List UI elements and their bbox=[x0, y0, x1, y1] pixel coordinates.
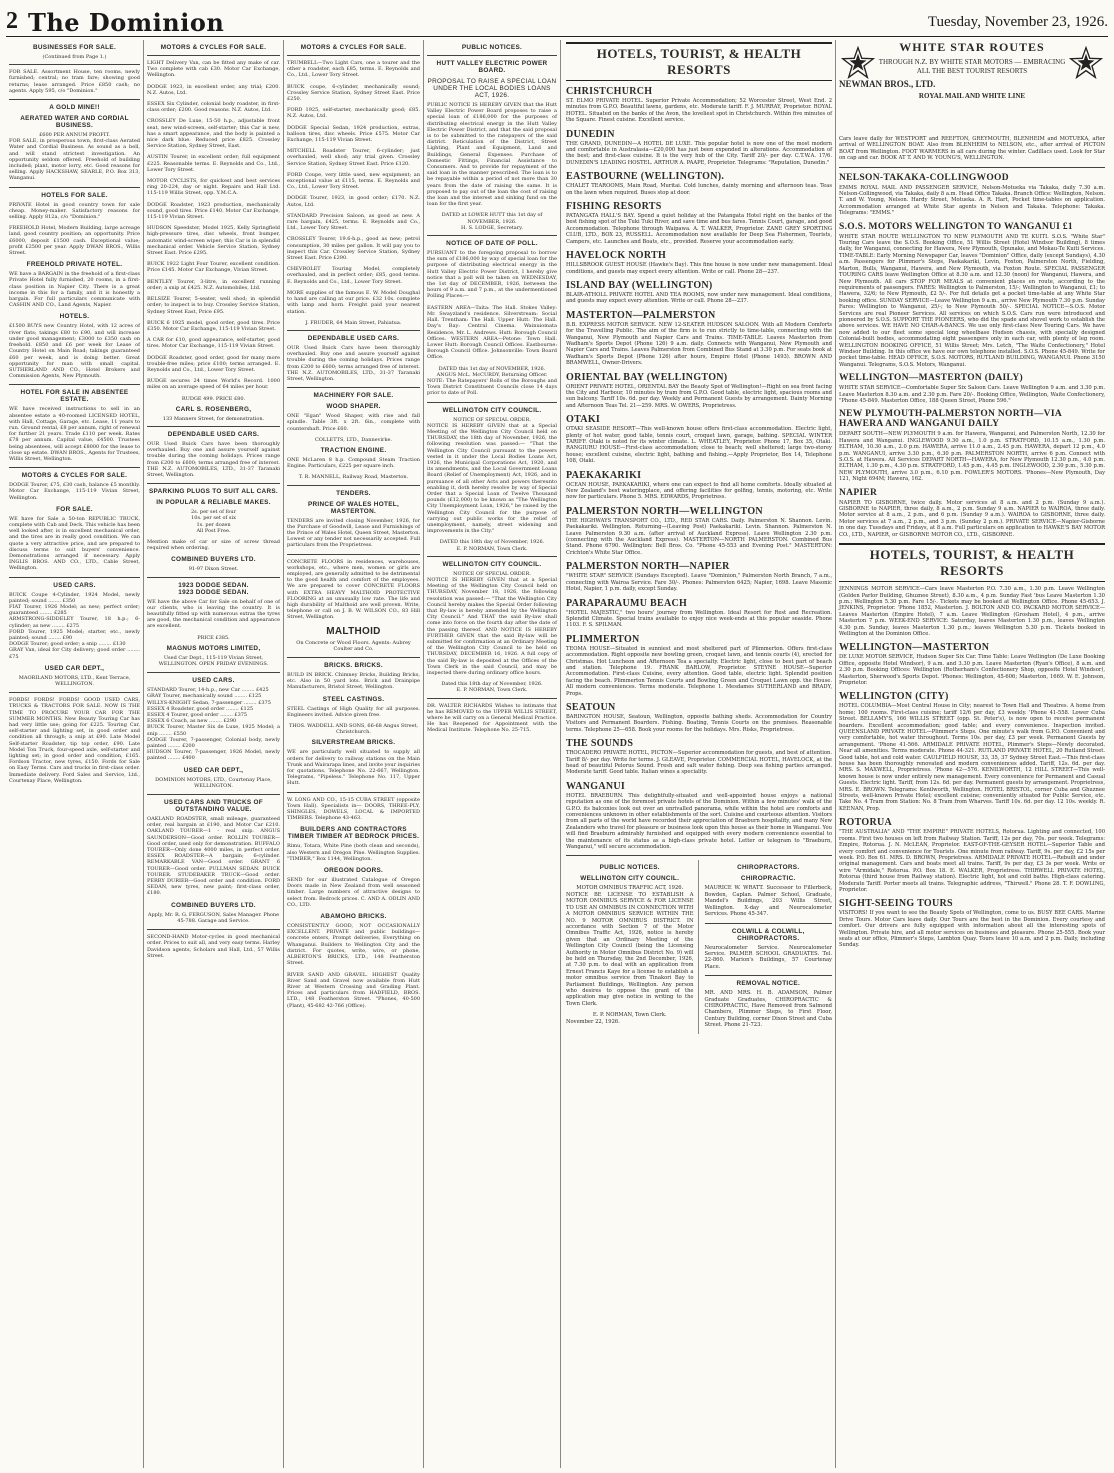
classified-ad: FREEHOLD Hotel, Modern Building, large acreage land, good country position; an opportunity. Price £6000, deposit £1500 cash. Exceptional value; profit £2500 per year. Apply DWAN BROS., Willis Street. bbox=[9, 225, 140, 257]
white-star-title: WHITE STAR ROUTES bbox=[899, 40, 1045, 54]
notice-date: Dated this 18th day of November, 1926. bbox=[441, 681, 543, 688]
classified-ad: HUDSON Speedster, Model 1925, Kelly Springfield high-pressure tires, disc wheels, front bumper, automatic wind-screen wiper; this Car is in splendid mechanical order. Vehicle Service Station, Sydney Street East. Price £295. bbox=[147, 225, 280, 257]
ad-address: 91-97 Dixon Street. bbox=[188, 566, 239, 573]
ad-title: OREGON DOORS. bbox=[323, 867, 384, 875]
listing-text: "HOTEL MAJESTIC," two hours' journey from Wellington. Ideal Resort for Rest and Recreation. Splendid Climate. Special trains available to enjoy nice week-ends at this popular seaside. Phone 1103. F. S. SPILMAN. bbox=[566, 609, 832, 629]
divider bbox=[287, 330, 420, 331]
ad-title: REMOVAL NOTICE. bbox=[736, 980, 801, 988]
notice-date: DATED this 18th day of November, 1926. bbox=[439, 539, 545, 546]
ad-title: HUTT VALLEY ELECTRIC POWER BOARD. bbox=[436, 60, 548, 74]
classified-ad: ESSEX Six Cylinder, colonial body roadster, in first-class order; £200. Good reasons. N.Z. Autos, Ltd. bbox=[147, 101, 280, 114]
divider bbox=[427, 402, 557, 403]
ad-title: PRINCE OF WALES HOTEL, MASTERTON. bbox=[307, 500, 400, 515]
divider bbox=[147, 426, 280, 427]
bottom-notices bbox=[566, 860, 832, 1033]
listing-text: ST. ELMO PRIVATE HOTEL. Superior Private Accommodation; 52 Worcester Street, West End. 2 minutes from G.P.O. Beautiful lawns, gardens, etc. Moderate tariff. F. J. MURRAY, Proprietor. ROYAL HOTEL. Situated on the banks of the Avon, the loveliest spot in Christchurch. Within five minutes of the Square. Finest cuisine. Excellent service. bbox=[566, 98, 832, 124]
ad-title: WOOD SHAPER. bbox=[326, 403, 381, 411]
classified-ad: MITCHELL Roadster Tourer, 6-cylinder; just overhauled, well shod; any trial given. Crossley Service Station, Sydney Street East. Price £120. bbox=[287, 148, 420, 167]
classified-ad: WE have received instructions to sell in an absentee estate a 40-roomed LICENSED HOTEL, with Hall, Cottage, Garage, etc. Lease, 11 years to run. Ground rental, £8 per annum, right of renewal for further 21 years. Trade £110 per week. Rates £78 per annum. Capital value, £4500. Trustees being absentees, will accept £8000 for the lease to close up estate. DWAN BROS., Agents for Trustees, Willis Street, Wellington. bbox=[9, 406, 140, 462]
classified-ad: MAORILAND MOTORS, LTD., Kent Terrace, WELLINGTON. bbox=[18, 674, 131, 688]
section-heading: PUBLIC NOTICES. bbox=[461, 44, 523, 51]
classified-ad: OAKLAND ROADSTER, small mileage, guaranteed order, real bargain at £190, and Motor Car £210. OAKLAND TOURER—1 - real snip. ANGUS SAUNDERSON—Good order. ROLLIN TOURER—Good order, used only for demonstration. BUFFALO TOURER—Only done 4000 miles, in perfect order. ESSEX ROADSTER—A bargain; 6-cylinder. REMARKABLE VAN—Good order. GRANT 6 TOURER—Good order. PULLMAN SEDAN. BUICK TOURER. STUDEBAKER TRUCK—Good order. PERRY DURIER—Good order and condition. FORD SEDAN, new tyres, new paint; first-class order, £180. bbox=[147, 816, 280, 897]
divider bbox=[147, 672, 280, 673]
section-heading: PUBLIC NOTICES. bbox=[599, 864, 660, 872]
listing-heading: WELLINGTON (CITY) bbox=[839, 691, 949, 703]
ad-subtitle: IN POPULAR & RELIABLE MAKES. bbox=[156, 499, 271, 507]
classified-ad: DODGE Tourer, £75, £30 cash, balance £5 monthly. Motor Car Exchange, 115-119 Vivian Street, Wellington. bbox=[9, 482, 140, 501]
classified-ad: DODGE Roadster, 1923 production, mechanically sound, good tires. Price £140. Motor Car Exchange, 115-119 Vivian Street. bbox=[147, 201, 280, 221]
public-notice: PURSUANT to the foregoing proposal to borrow the sum of £186,000 by way of special loan for the purpose of distributing electrical energy in the Hutt Valley Electric Power District, I hereby give notice that a poll will be taken on WEDNESDAY, the 1st day of DECEMBER, 1926, between the hours of 9 a.m. and 7 p.m., at the undermentioned Polling Places:— bbox=[427, 250, 557, 300]
ad-title: HOTELS. bbox=[59, 313, 90, 321]
section-heading: HOTELS FOR SALE. bbox=[41, 191, 108, 199]
classified-ad: MR. AND MRS. H. B. ADAMSON, Palmer Graduate Graduates, CHIROPRACTIC & CHIROPRACTIC, Have Removed from Salmond Chambers, Plimmer Steps, to First Floor, Century Building, corner Dixon Street and Cuba Street. Phone 21-723. bbox=[704, 990, 832, 1029]
divider bbox=[427, 698, 557, 699]
listing-text: TEOMA HOUSE—Situated in sunniest and most sheltered part of Plimmerton. Offers first-class accommodation. Right opposite new bowling green, croquet lawn, and tennis courts (4), erected for Christmas. Hot Luncheon and Afternoon Tea a specialty. Electric light, close to best part of beach and station. Telephone 19. FRANK BARLOW, Proprietor. STEYNE HOUSE—Superior Accommodation. First-class Cuisine, every attention. Good table, electric light. Splendid position facing the beach. Plimmerton Tennis Courts and Bowling Green and Croquet Lawn opp. the House. All modern conveniences. Terms moderate. Telephone 1. Mesdames SUTHERLAND and BRADY, Props. bbox=[566, 645, 832, 697]
classified-ad: CROSSLEY De Luxe, 15-50 h.p., adjustable front seat, new wind-screen, self-starter; this Car is new, has a smart appearance, and the body is painted a nice dark blue. Reduced price £825. Crossley Service Station, Sydney Street, East. bbox=[147, 118, 280, 150]
ad-amount: £600 PER ANNUM PROFIT. bbox=[39, 132, 110, 139]
section-heading: DEPENDABLE USED CARS. bbox=[167, 430, 260, 438]
masthead bbox=[6, 8, 1108, 37]
listing-text: DEPART SOUTH—NEW PLYMOUTH 9 a.m. for Hawera, Wanganui, and Palmerston North, 12.30 for Hawera and Wanganui. INGLEWOOD 9.30 a.m., 1.0 p.m. STRATFORD, 10.15 a.m., 1.30 p.m. ELTHAM, 10.30 a.m., 2.0 p.m. HAWERA, arrive 11.0 a.m., 2.45 p.m. HAWERA, depart 12 p.m., 4.0 p.m. WANGANUI, arrive 3.30 p.m., 6.30 p.m. PALMERSTON NORTH, arrive 6 p.m. Connect with S.O.S. at Hawera. All Services DEPART NORTH—HAWERA, for New Plymouth 12.30 p.m., 4.0 p.m. ELTHAM, 1.30 p.m., 4.30 p.m. STRATFORD, 1.45 p.m., 4.45 p.m. INGLEWOOD, 2.30 p.m., 5.30 p.m. NEW PLYMOUTH, arrive 3.0 p.m., 6.10 p.m. FOWLER'S MOTORS. 'Phones—New Plymouth, Day 121, Night 694M; Hawera, 162. bbox=[839, 431, 1105, 483]
classified-ad: STANDARD Precision Saloon, as good as new. A rare bargain, £425, terms. E. Reynolds and Co., Ltd., Lower Tory Street. bbox=[287, 212, 420, 232]
classified-ad: CONSISTENTLY GOOD, NOT OCCASIONALLY EXCELLENT. PRIVATE and public buildings—concrete enters, Prompt deliveries, Everything on Whanganui. Builders to Wellington City and the district. For quotes, write, wire, or phone, ALBERTON'S BRICKS, LTD., 148 Featherston Street. bbox=[287, 923, 420, 967]
divider bbox=[9, 577, 140, 578]
ad-title: TRACTION ENGINE. bbox=[320, 446, 387, 454]
ad-title: FREEHOLD PRIVATE HOTEL. bbox=[26, 261, 123, 269]
classified-ad: FORDS! FORDS! FORDS! GOOD USED CARS, TRUCKS & TRACTORS FOR SALE. NOW IS THE TIME TO PROCURE YOUR CAR FOR THE SUMMER MONTHS. New Beauty Touring Car has had very little use; going for £225. Touring Car, self-starter and lighting set, in good order and condition all through; a snip at £90. Late Model Self-starter Roadster, tip top order, £90. Late Model Ton Truck, four-speed axle, self-starter and lighting set; in good order and condition, £165. Fordson Tractor, new tyres, £150. Fords for Sale on Easy Terms. Cars and trucks in first-class order. Immediate delivery. Ford Sales and Service, Ltd., Courtenay Place, Wellington. bbox=[9, 697, 140, 784]
resort-listings bbox=[839, 586, 1105, 949]
classified-ad: Mention make of car or size of screw thread required when ordering. bbox=[147, 538, 280, 552]
listing-heading: WELLINGTON—MASTERTON bbox=[839, 642, 990, 654]
classified-ad: Neurocalometer Service. Neurocalometer Service. PALMER SCHOOL GRADUATES. Tel. 22-860. Marion's Buildings, 57 Courtenay Place. bbox=[704, 944, 832, 970]
white-star-header bbox=[839, 40, 1105, 132]
classified-ad: Rimu, Totara, White Pine (both clean and seconds), also Western and Oregon Pine. Wellington Supplies. "TIMBER," Box 1144, Wellington. bbox=[287, 843, 420, 862]
ad-title: CARL S. ROSENBERG, bbox=[175, 405, 252, 413]
classified-ad: ONE McLaren 8 h.p. Compound Steam Traction Engine. Particulars, £225 per square inch. bbox=[287, 456, 420, 470]
listing-text: EMMS ROYAL MAIL AND PASSENGER SERVICE, Nelson-Motueka via Takaka, daily 7.30 a.m. Nelson-Collingwood, via Takaka, daily 8 a.m. Head Office Takaka. Branch Office: Wellington, Nelson. T. and W. Young, Nelson. Hardy Street, Motueka. A. R. Hart, Pocket time-tables on application. Accommodation arranged at White Star agents in Nelson and Takaka. Telephone: Takaka. Telegrams: "EMMS." bbox=[839, 184, 1105, 217]
section-heading: MOTORS & CYCLES FOR SALE. bbox=[21, 472, 128, 480]
classified-ad: CONCRETE FLOORS in residences, warehouses, workshops, etc., where men, women or girls are employed, are generally admitted to be detrimental to the good health and comfort of the employees. We are prepared to cover CONCRETE FLOORS with EXTRA HEAVY MALTHOID PROTECTIVE FLOORING at an unusually low rate. The life and high durability of Malthoid are well proven. Write, telephone or call on J. B. W. WILSON CO., 83 Hill Street, Wellington. bbox=[287, 558, 420, 621]
classified-ad: LIGHT Delivery Van, can be fitted any make of car. Two complete with cab £30. Motor Car Exchange, Wellington. bbox=[147, 60, 280, 79]
classified-ad: MAURICE W. WRATT. Successor to Fillerbeck, Bowden, Caplan. Palmer School, Graduate, Mandel's Buildings, 203 Willis Street, Wellington. X-day and Neurocalometer Services. Phone 45-347. bbox=[704, 885, 832, 918]
classified-ad: MOTOR CYCLISTS, for quickest and best services ring 20-224, day or night. Repairs and Hall Ltd. 115-119 Willis Street, opp. Y.M.C.A. bbox=[147, 178, 280, 197]
listing-text: NAPIER TO GISBORNE, twice daily. Motor services at 8 a.m. and 2 p.m. (Sunday 9 a.m.). GISBORNE to NAPIER, three daily, 8 a.m., 2 p.m. Sunday 9 a.m. NAPIER to WAIROA, three daily. Motor service at 8 a.m., 2 p.m., and 6 p.m. (Sunday 9 a.m.). WAIROA to GISBORNE, three daily. Motor services at 7 a.m., 2 p.m., and 3 p.m. (Sunday 2 p.m.). PRIVATE SERVICE—Napier-Gisborne in one day. Tuesdays and Fridays, at 8 a.m. Full particulars on application to HAWKE'S BAY MOTOR CO., LTD., NAPIER, or GISBORNE MOTOR CO., LTD., GISBORNE. bbox=[839, 499, 1105, 538]
section-heading: MOTORS & CYCLES FOR SALE. bbox=[300, 44, 407, 51]
notice-signature: ANGUS McL. McCURDY, Returning Officer. bbox=[436, 371, 548, 378]
column-businesses-for-sale bbox=[6, 40, 144, 1468]
issue-date: Tuesday, November 23, 1926. bbox=[927, 14, 1108, 30]
ad-title: SILVERSTREAM BRICKS. bbox=[311, 739, 396, 747]
listing-heading: DUNEDIN bbox=[566, 128, 615, 140]
listing-heading: PAEKAKARIKI bbox=[566, 469, 642, 481]
ad-title: USED CAR DEPT., bbox=[183, 766, 244, 774]
listing-text: THE HIGHWAYS TRANSPORT CO., LTD., RED STAR CARS. Daily. Palmerston N. Shannon. Levin. Paekakariki. Wellington. Returning—(Leaving Post) Paekakariki. Levin. Shannon. Palmerston N. Leave Palmerston 9.30 a.m. (after arrival of Auckland Express). Leave Wellington 2.30 p.m. (connecting with the Auckland Express). MASTERTON—NORTH PALMERSTON. Combined Bus Stand. Phone 6790. Wellington: Bell Bros. Co. "Phone 45-553 and Evening Post." MASTERTON: Crichton's White Star Office. bbox=[566, 517, 832, 556]
classified-ad: CROSSLEY Tourer, 19.6-h.p., good as new; petrol consumption, 30 miles per gallon. It will pay you to inspect this Car. Crossley Service Station, Sydney Street East. Price £290. bbox=[287, 236, 420, 262]
listing-heading: WELLINGTON—MASTERTON (DAILY) bbox=[839, 373, 1023, 384]
listing-text: HOTEL COLUMBIA—Most Central House in City; nearest to Town Hall and Theatres. A home from home; 100 rooms. First-class cuisine; tariff 12/6 per day, £3 weekly. 'Phone 41-558. Lower Cuba Street. BELLAMY'S, 166 WILLIS STREET (opp. St. Peter's), is now open to receive permanent boarders. Excellent accommodation; good table; and every convenience. Inspection invited. QUEENSLAND PRIVATE HOTEL—Plimmer's Steps. One minute's walk from G.P.O. Convenient and very comfortable, hot water throughout. Terms 10s. per day, £3 per week. Permanent Guests by arrangement. 'Phone 41-566. ARMIDALE PRIVATE HOTEL, Plimmer's Steps—Newly decorated. Near all amenities. Terms moderate. Phone 44-321. RUTLAND PRIVATE HOTEL, 20 Rutland Street. Good table, hot and cold water. CAULFIELD HOUSE, 33, 35, 37 Sydney Street East.—This first-class house has been thoroughly renovated and modern conveniences added. Tariff, 12s. 6d. per day. MRS. S. MAXWELL, Proprietress. 'Phone 42—576. KENILWORTH, 12 HILL STREET—This well-known house is now under entirely new management. Every convenience for Permanent and Casual Guests. Electric light. Tariff, from 12s. 6d. per day. Permanent guests by arrangement. Proprietress, MRS. E. BROWN. Telegrams: Kenilworth, Wellington. HOTEL BRISTOL, corner Cuba and Ghuznee Streets, well-known Private Hotel; excellent cuisine; conveniently situated for Public Service, etc. Take No. 4 Tram from Station: No. 8 Tram from Wharves. Tariff 10s. 6d. per day. 12 10s. weekly. R. KEENAN, Prop. bbox=[839, 703, 1105, 812]
section-heading: BUSINESSES FOR SALE. bbox=[32, 44, 117, 51]
continued-note: (Continued from Page 1.) bbox=[42, 54, 107, 60]
public-notices-box bbox=[566, 860, 699, 1033]
classified-ad: AUSTIN Tourer, in excellent order; full equipment £225. Reasonable terms. E. Reynolds and Co., Ltd., Lower Tory Street. bbox=[147, 154, 280, 173]
listing-heading: S.O.S. MOTORS WELLINGTON TO WANGANUI £1 bbox=[839, 221, 1073, 232]
ad-title: ABAMOHO BRICKS. bbox=[320, 913, 387, 921]
ad-address: 133 Manners Street, for demonstration. bbox=[162, 415, 265, 422]
section-heading: USED CARS. bbox=[192, 677, 235, 685]
section-heading: USED CARS. bbox=[53, 581, 96, 589]
divider bbox=[705, 923, 833, 924]
classified-ad: BUICK Coupe 4-Cylinder, 1924 Model, newly painted; sound ........ £350 FIAT Tourer, 1926 Model; as new; perfect order; guaranteed ........ £285 ARMSTRONG-SIDDELEY Tourer, 18 h.p.; 6-cylinder; as new ........ £275 FORD Tourer, 1925 Model; starter, etc., newly painted; sound ........ £90 DODGE Tourer; good order; a snip ........ £130 GRAY Van, ideal for City delivery; good order ........ £75 bbox=[9, 591, 140, 660]
divider bbox=[427, 556, 557, 557]
listing-text: HILLSBROOK GUEST HOUSE (Hawke's Bay). This fine house is now under new management. Ideal conditions, and guests may expect every attention. Write or call. Phone 28—237. bbox=[566, 262, 832, 275]
section-banner: HOTELS, TOURIST, & HEALTH RESORTS bbox=[566, 42, 832, 81]
ad-subtitle: MOTOR OMNIBUS TRAFFIC ACT, 1926. bbox=[576, 885, 684, 892]
price-list: STANDARD Tourer, 14-h.p., new Car ........ £425 GRAY Tourer, mechanically sound ........ £125 WILLYS-KNIGHT Sedan, 7-passenger ........ £375 ESSEX 4 Roadster, good order ........ £125 ESSEX 4 Tourer, good order ........ £375 ESSEX 6 Coach, as new ........ £290 BUICK Tourer, Master Six de Luxe, 1925 Model; a snip ........ £550 DODGE Tourer, 7-passenger, Colonial body, newly painted ........ £200 HUDSON Tourer, 7-passenger, 1926 Model, newly painted ........ £400 bbox=[147, 687, 280, 762]
ad-title: BUILDERS AND CONTRACTORS TIMBER TIMBER AT BEDROCK PRICES. bbox=[287, 826, 420, 841]
listing-heading: PALMERSTON NORTH—NAPIER bbox=[566, 561, 730, 573]
notice-date: DATED at LOWER HUTT this 1st day of NOVEMBER, 1926. bbox=[441, 212, 543, 225]
classified-ad: SEND for our illustrated Catalogue of Oregon Doors made in New Zealand from well seasoned timber. Large numbers of attractive designs to select from. Bedrock prices. C. AND A. ODLIN AND CO., LTD. bbox=[287, 877, 420, 908]
section-heading: MOTORS & CYCLES FOR SALE. bbox=[160, 44, 267, 51]
ad-title: CHIROPRACTIC. bbox=[740, 875, 796, 883]
ad-subtitle: NOTICE OF SPECIAL ORDER. bbox=[453, 570, 531, 577]
listing-text: OCEAN HOUSE, PAEKAKARIKI, where one can expect to find all home comforts. Ideally situated at New Zealand's best wateringplace, and offering facilities for golfing, tennis, motoring, etc. Write now for particulars. Phone 5. MRS. EDWARDS, Proprietress. bbox=[566, 481, 832, 501]
divider bbox=[147, 929, 280, 930]
divider bbox=[9, 99, 140, 100]
ad-price: PRICE £385. bbox=[197, 634, 230, 641]
ad-title: A GOLD MINE!! bbox=[49, 104, 100, 112]
listing-text: WHITE STAR ROUTE WELLINGTON TO NEW PLYMOUTH AND TE KUITI. S.O.S. "White Star" Touring Cars leave the S.O.S. Booking Office, 51 Willis Street (Hotel Windsor Building), 8 times daily, for Wanganui, connecting for Hawera, New Plymouth, Opunake, and Mokau-Te Kuiti Services. TIME-TABLE: Early Morning Newspaper Car, leaves "Dominion" Office, daily (except Sundays), 4.30 a.m. Passengers for Plimmer's Steps, Paekakariki, Levin, Foxton, Palmerston North, Fielding, Marton, Bulls, Wanganui, Hawera, and New Plymouth, via Foxton Route. SPECIAL PASSENGER TOURING CARS leave Wellington Office at 8.30 a.m. and 12.30 (noon) for Wanganui, Hawera, and New Plymouth. All cars STOP FOR MEALS at convenient places en route, according to the requirements of passengers. FARES: Wellington to Palmerston, 15/-; Wellington to Wanganui, £1; to Hawera, 32/6; to New Plymouth, £2 5/-. For full details get a pocket time-table at any White Star booking office. SUNDAY SERVICE—Leave Wellington 9 a.m., arrive New Plymouth 7.30 p.m. Sunday Fares: Wellington to Wanganui, 25/-; to New Plymouth 50/-. SPECIAL NOTICE—S.O.S. Motor Services are real Pioneer Services. All services on which S.O.S. Cars run were introduced and pioneered by S.O.S. SUPPORT THE PIONEERS, who did the spade and shovel work to establish the above services. WE HAVE NO CHAR-A-BANCS. We use only first-class New Touring Cars. We have now added to our fleet some special long wheelbase Hudson chassis, with specially designed Colonial-built bodies, accommodating eight passengers only in each car, with plenty of leg room. WELLINGTON BOOKING OFFICE, 51 Willis Street; Mrs. Letch, "The Waite Confectionery," Hotel Windsor Building. In this office we have our own telephone installed. S.O.S. Phone 45-849. Write for pocket time-table. HEAD OFFICE, S.O.S. MOTORS, RUTLAND BUILDING, WANGANUI. Phone 3150 Wanganui. Telegrams, S.O.S. Motors, Wanganui. bbox=[839, 233, 1105, 368]
public-notice: DR. WALTER RICHARDS Wishes to intimate that he has REMOVED to the UPPER WILLIS STREET, where he will carry on a General Medical Practice. He has Reopened for Appointment with the Medical Institute. Telephone No. 25-715. bbox=[427, 702, 557, 734]
listing-text: ORIENT PRIVATE HOTEL, ORIENTAL BAY the Beauty Spot of Wellington!—Right on sea front facing the City and Harbour, 10 minutes by tram from G.P.O. Good table, electric light, spacious rooms and sun balcony. Tariff 10s. 6d. per day. Weekly and Permanent Guests by arrangement. Dainty Morning and Afternoon Teas Tel. 21—259. MRS. W. OWERS, Proprietress. bbox=[566, 383, 832, 409]
ad-signature: THOS. WADDELL AND SONS, 66-68 Angus Street, Christchurch. bbox=[288, 723, 419, 736]
classified-ad: DOMINION MOTORS, LTD., Courtenay Place, WELLINGTON. bbox=[155, 776, 272, 789]
classified-ad: A CAR for £10, good appearance, self-starter, good tires. Motor Car Exchange, 115-119 Vivian Street. bbox=[147, 337, 280, 350]
listing-heading: PARAPARAUMU BEACH bbox=[566, 597, 688, 609]
classified-ad: OUR Used Buick Cars have been thoroughly overhauled. Buy one and assure yourself against trouble during the coming holidays. Prices range from £200 to £600; terms arranged free of interest. THE N.Z. AUTOMOBILES, LTD., 31-37 Taranaki Street, Wellington. bbox=[147, 440, 280, 478]
classified-ad: DODGE Tourer, 1923, in good order; £170. N.Z. Autos, Ltd. bbox=[287, 195, 420, 208]
divider bbox=[287, 55, 420, 56]
divider bbox=[147, 577, 280, 578]
public-notice: PUBLIC NOTICE IS HEREBY GIVEN that the Hutt Valley Electric Power Board proposes to raise a special loan of £186,000 for the purposes of distributing electrical energy in the Hutt Valley Electric Power District, and that the said proposal is to be submitted to the ratepayers of the said district. Reticulation of the District, Street Lighting, Plant and Equipment, Land and Buildings, General Expenses. Purchase of Domestic Fittings, Financial Assistance to Consumers. And to provide for repayment of the said loan in the manner prescribed. The loan is to be repayable within a period of not more than 30 years from the date of raising the same. It is proposed to pay out of the loan the cost of raising the loan and the interest and sinking fund on the loan for the first year. bbox=[427, 102, 557, 208]
classified-ad: BENTLEY Tourer, 3-litre, in excellent running order; a snip at £425. N.Z. Automobiles, Ltd. bbox=[147, 278, 280, 291]
divider bbox=[427, 235, 557, 236]
column-motors-cycles bbox=[144, 40, 284, 1468]
divider bbox=[287, 485, 420, 486]
classified-ad: PRIVATE Hotel in good country town for sale cheap. Money-maker. Satisfactory reasons for selling. Apply 812a, c/o "Dominion." bbox=[9, 201, 140, 221]
royal-mail-line: ROYAL MAIL AND WHITE LINE bbox=[918, 92, 1026, 100]
classified-ad: Cars leave daily for WESTPORT and REEFTON, GREYMOUTH, BLENHEIM and MOTUEKA, after arrival of WELLINGTON BOAT. Also from BLENHEIM to NELSON, etc., after arrival of PICTON BOAT from Wellington. FOOT WARMERS in all cars during the winter. Cadillacs used. Look for Star on cap and car. BOOK AT T. AND W. YOUNG'S, WELLINGTON. bbox=[839, 136, 1105, 162]
price-list: 2s. per set of four 10s. per set of six 1s. per dozen All Post Free. bbox=[190, 509, 237, 534]
ad-title: MALTHOID bbox=[326, 625, 381, 637]
route-listings bbox=[839, 173, 1105, 538]
classified-ad: Apply, Mr. R. G. FERGUSON, Sales Manager. Phone 45-788. Garage and Service. bbox=[147, 911, 280, 924]
polling-places: EASTERN AREA—Taita: The Hall. Stokes Valley: Mr. Swayzland's residence. Silverstream: Social Hall. Trentham: The Hall. Upper Hutt: The Hall. Day's Bay: Central Cinema. Wainuiomata Residence, Mr. L. Andrews. Hutt: Borough Council Offices. WESTERN AREA—Petone: Town Hall. Lower Hutt: Borough Council Offices. Eastbourne: Borough Council Office. Johnsonville: Town Board Office. bbox=[427, 304, 557, 361]
listing-heading: MASTERTON—PALMERSTON bbox=[566, 309, 716, 321]
classified-ad: TRUMBELL—Two Light Cars, one a tourer and the other a roadster, each £85, terms. E. Reynolds and Co., Ltd., Lower Tory Street. bbox=[287, 60, 420, 79]
divider bbox=[566, 855, 832, 856]
divider bbox=[147, 794, 280, 795]
classified-ad: MORE supplies of the famous E. W. Model Doughal to hand are calling at our price. £32 10s. complete with lamp and horn. Freight paid your nearest station. bbox=[287, 289, 420, 315]
classified-ad: ONE "Egan" Wood Shaper, with rise and fall spindle. Table 3ft. x 2ft. 6in., complete with countershaft. Price £60. bbox=[287, 413, 420, 432]
listing-heading: PALMERSTON NORTH—WELLINGTON bbox=[566, 505, 763, 517]
listing-text: "THE AUSTRALIA" AND "THE EMPIRE" PRIVATE HOTELS, Rotorua. Lighting and connected, 100 rooms. First two houses on left from Railway Station. Tariff, 12s per day, 70s. per week. Telegrams: Empire, Rotorua. J. N. McLEAN, Proprietor. EAST-OF-THE-GEYSER HOTEL—Superior Table and every comfort and convenience for Tourists. One minute from railway. Tariff, 9s. per day, £2 15s per week. P.O. Box 61. MRS. D. BROWN, Proprietress. ARMIDALE PRIVATE HOTEL—Rebuilt and under original management. Cars and boats meet all trains. Tariff, 9s per day, £3 3s per week. Write or wire "Armidale," Rotorua. P.O. Box 18. E. WALKER, Proprietress. THIRWELL PRIVATE HOTEL, Rotorua (third house from Railway station). Electric light, hot and cold baths. High-class catering. Moderate Tariff. Porter meets all trains. Telegraphic address, "Thirwell." Phone 28. T. F. DOWLING, Proprietor. bbox=[839, 829, 1105, 893]
page-number: 2 bbox=[6, 8, 18, 34]
classified-ad: W. LONG AND CO., 15-15 CUBA STREET (opposite Town Hall). Specialists in— DOORS, THREE-PLY, SHINGLES, DOWELS, LOCAL & IMPORTED TIMBERS. Telephone 43-463. bbox=[287, 796, 420, 822]
listing-text: PATANGATA HALL'S BAY. Spend a quiet holiday at the Patangata Hotel right on the banks of the best fishing spot of the Tuki Tuki River, and save time and bus fares. Tennis Court, garage, and good Accommodation. Telephone through Waipawa. A. T. WALKER, Proprietor. ZANE GREY SPORTING CLUB, LTD., BOX 23, RUSSELL. Accommodation now available for Deep Sea Fishermen, Tourists, Campers, etc. Launches and Boats, etc., provided. Reserve your accommodation early. bbox=[566, 213, 832, 245]
public-notice: NOTICE BE LICENSE TO ESTABLISH A MOTOR OMNIBUS SERVICE & FOR LICENSE TO USE AN OMNIBUS IN CONNECTION WITH A MOTOR OMNIBUS SERVICE WITHIN THE NO. 9 MOTOR OMNIBUS DISTRICT. IN accordance with Section 7 of the Motor Omnibus Traffic Act, 1926, notice is hereby given that an Ordinary Meeting of the Wellington City Council (being the Licensing Authority in Motor Omnibus District No. 9) will be held on Thursday, the 2nd December, 1926, at 7.30 p.m. to deal with an application from Ernest Francis Kaye for a license to establish a motor omnibus service from Tinakori Bay to Parliament Buildings, Wellington. Any person who desires to oppose the grant of the application may give notice in writing to the Town Clerk. bbox=[566, 891, 694, 1007]
ad-title: USED CARS AND TRUCKS OF OUTSTANDING VALUE. bbox=[164, 799, 263, 814]
listing-text: B.B. EXPRESS MOTOR SERVICE. NEW 12-SEATER HUDSON SALOON. With all Modern Comforts for the Travelling Public. The aim of the firm is to run strictly to time-table, connecting with the Wanganui, New Plymouth and Napier Cars and Trains. TIME-TABLE. Leaves Masterton from Wadham's Sports Depot (Phone 126) 9 a.m. daily. Connects with Wanganui, New Plymouth and Napier Cars and Trains. Leaves Palmerston from Combined Bus Stand at 3.30 p.m. For seats book at Wadham's Sports Depot (Phone 126) after hours, Empire Hotel (Phone 1493). BROWN AND BRAMWELL, Owner-Drivers. bbox=[566, 321, 832, 367]
classified-ad: SECOND-HAND Motor-cycles in good mechanical order. Prices to suit all, and very easy terms. Harley Davidson agents, Scholars and Hall, Ltd., 57 Willis Street. bbox=[147, 934, 280, 959]
listing-text: VISITORS! If you want to see the Beauty Spots of Wellington, come to us. BUSY BEE CARS. Marine Drive Tours. Motor Cars leave daily. Our Tours are the best in the Dominion. Every courtesy and comfort. Our drivers are fully equipped with information about all the interesting spots of Wellington. Private hire, and all motor services on business and pleasure. Phone 25-555. Book your seats at our office, Plimmer's Steps, Lambton Quay. Tours leave 10 a.m. and 2 p.m. Daily, including Sunday. bbox=[839, 910, 1105, 949]
divider bbox=[839, 167, 1105, 168]
ad-signature: COLLETTS, LTD., Dannevirke. bbox=[314, 436, 393, 443]
divider bbox=[147, 55, 280, 56]
classified-ad: CHEVROLET Touring Model, completely overhauled, and in perfect order; £85, good terms. E. Reynolds and Co., Ltd., Lower Tory Street. bbox=[287, 266, 420, 285]
listing-heading: ISLAND BAY (WELLINGTON) bbox=[566, 279, 713, 291]
section-heading: DEPENDABLE USED CARS. bbox=[307, 334, 400, 342]
classified-ad: WE are particularly well situated to supply all orders for delivery to railway stations on the Main Trunk and Wairarapa lines, and invite your inquiries for quotations. Telephone No. 22-667, Wellington. Telegrams, "Pipeless." Telephone No. 117, Upper Hutt. bbox=[287, 749, 420, 787]
classified-ad: STEEL Castings of High Quality for all purposes. Engineers invited. Advice given free. bbox=[287, 705, 420, 718]
column-hotels-tourist-resorts bbox=[563, 40, 836, 1468]
notice-date: DATED this 1st day of NOVEMBER, 1926. bbox=[438, 365, 546, 372]
white-star-subtitle: THROUGH N.Z. BY WHITE STAR MOTORS — EMBRACING ALL THE BEST TOURIST RESORTS bbox=[878, 58, 1066, 75]
classified-ad: WE have a BARGAIN in the freehold of a first-class Private Hotel fully furnished, 20 rooms, in a first-class position in Napier City. There is a great income in this for a family, and it is honestly a bargain. For full particulars communicate with CASHIN AND CO., Land Agents, Napier. bbox=[9, 271, 140, 309]
classified-ad: RUDGE secures 24 times World's Record. 1000 miles on an average speed of 64 miles per hour. bbox=[147, 378, 280, 391]
divider bbox=[9, 467, 140, 468]
listing-text: "WHITE STAR" SERVICE (Sundays Excepted). Leave "Dominion," Palmerston North Branch, 7 a.m., connecting with Wairoa Service. Fare 30/-. Phones: Palmerston 6425; Napier, 1698. Leave Masonic Hotel, Napier, 1 p.m. daily, except Sunday. bbox=[566, 573, 832, 593]
listing-heading: PLIMMERTON bbox=[566, 633, 640, 645]
column-motors-machinery-tenders bbox=[284, 40, 424, 1468]
ad-title: MAGNUS MOTORS LIMITED, bbox=[166, 644, 261, 652]
paper-name: The Dominion bbox=[28, 8, 225, 37]
section-heading: MACHINERY FOR SALE. bbox=[313, 392, 394, 400]
notice-signature: E. P. NORMAN, Town Clerk. bbox=[456, 687, 528, 694]
section-banner: HOTELS, TOURIST, & HEALTH RESORTS bbox=[839, 543, 1105, 582]
listing-text: TROCADERO PRIVATE HOTEL, PICTON—Superior accommodation for guests, and best of attention. Tariff 8/- per day. Write for terms. J. GLEAVE, Proprietor. COMMERCIAL HOTEL, HAVELOCK, at the head of beautiful Pelorus Sound. Fresh and salt water fishing. Deep sea fishing parties arranged. Moderate tariff. Good table. Italian wines a speciality. bbox=[566, 750, 832, 776]
classified-ad: FOR SALE. Assortment House, ten rooms, newly furnished; central; no tram fare; showing good returns; lease arranged. Price £850 cash; no agents. Apply 595, c/o "Dominion." bbox=[9, 69, 140, 94]
listing-text: WHITE STAR SERVICE—Comfortable Super Six Saloon Cars. Leave Wellington 9 a.m. and 3.30 p.m. Leave Masterton 8.30 a.m. and 2.30 p.m. Fare 20/-. Booking Office, Wellington, Waite Confectionery, "Phone 45-849. Masterton Office, 188 Queen Street, Phone 596." bbox=[839, 385, 1105, 404]
ad-title: COMBINED BUYERS LTD. bbox=[171, 556, 256, 564]
ad-title: NOTICE OF DATE OF POLL. bbox=[446, 240, 538, 248]
company-name: NEWMAN BROS., LTD. bbox=[839, 79, 936, 89]
classified-ad: WE have the above Car for Sale on behalf of one of our clients, who is leaving the country. It is beautifully fitted up with numerous extras the tyres are good, the mechanical condition and appearance are excellent. bbox=[147, 598, 280, 630]
chiropractors-box bbox=[705, 860, 833, 1033]
ad-title: 1923 DODGE SEDAN. 1923 DODGE SEDAN. bbox=[178, 581, 249, 596]
ad-title: COMBINED BUYERS LTD. bbox=[171, 901, 256, 909]
public-notice: NOTE: The Ratepayers' Rolls of the Boroughs and Town District Constituent Councils close 14 days prior to date of Poll. bbox=[427, 377, 557, 397]
listing-heading: NELSON-TAKAKA-COLLINGWOOD bbox=[839, 172, 1009, 183]
classified-ad: TENDERS are invited closing November, 1926, for the Purchase of Goodwill, Lease and Furnishings of the Prince of Wales Hotel, Queen Street, Masterton. Lowest or any tender not necessarily accepted. Full particulars from the Proprietress. bbox=[287, 517, 420, 549]
listing-text: HOTEL BRAEBURN. This delightfully-situated and well-appointed house enjoys a national reputation as one of the foremost private hotels of the Dominion. Within a few minutes' walk of the G.P.O. its balconies look out over an unrivalled panorama, while within the hotel are comforts and conveniences unknown in other establishments of the sort. Cuisine and courteous attention. Visitors from all parts of the world have recorded their appreciation of Braeburn hospitality, and many New Zealanders who travel for pleasure or business look upon this house as their home in Wanganui. You will find Braeburn admirably furnished and equipped with every modern convenience essential to the maintenance of its status as a high-class private hotel. Letter or telegram to "Braeburn, Wanganui," will secure accommodation. bbox=[566, 792, 832, 851]
divider bbox=[9, 384, 140, 385]
listing-text: JENNINGS MOTOR SERVICE—Cars leave Masterton P.O. 7.30 a.m., 1.30 p.m. Leave Wellington (Golden Parlor Building, Ghuznee Street), 8.30 a.m., 4 p.m. Sunday Fast 'bus Leave Masterton 1.30 p.m.; Wellington 5.30 p.m. Fare 15/-. Tickets may be booked at Wellington Office. Phone 45-653. J. JENKINS, Proprietor. 'Phone 1852, Masterton. J. BOLTON AND CO. PACKARD MOTOR SERVICE—Leaves Masterton (Empire Hotel), 7 a.m. Leave Wellington (Grosham Hotel), 4 p.m., arrive Masterton 7 p.m. WEEK-END SERVICE: Saturday, leaves Masterton 1.30 p.m., leaves Wellington 4.30 p.m. Sunday, leaves Masterton 1.30 p.m.; leaves Wellington 5.30 p.m. Tickets booked in Wellington at the Dominion Office. bbox=[839, 586, 1105, 637]
divider bbox=[287, 554, 420, 555]
divider bbox=[287, 792, 420, 793]
public-notice: NOTICE IS HEREBY GIVEN that at a Special Meeting of the Wellington City Council held on THURSDAY, November 18, 1926, the following resolution was passed:— "That the Wellington City Council hereby makes the Special Order following that By-law is hereby amended by the Wellington City Council." And THAT the said By-law shall come into force on the fourth day after the date of the passing thereof. AND NOTICE IS HEREBY FURTHER GIVEN that the said By-law will be submitted for confirmation at an Ordinary Meeting of the Wellington City Council to be held on THURSDAY, DECEMBER 16, 1926. A full copy of the said By-law is deposited at the Offices of the Town Clerk in the said Council, and may be inspected there during ordinary office hours. bbox=[427, 577, 557, 677]
classified-ad: BUILD IN BRICK. Chimney Bricks, Building Bricks, etc. Also in 50 yard lots. Brick and Drainpipe Manufacturers, Bristol Street, Wellington. bbox=[287, 672, 420, 691]
divider bbox=[705, 975, 833, 976]
listing-heading: EASTBOURNE (WELLINGTON). bbox=[566, 171, 725, 183]
ad-signature: T. R. MANNELL, Railway Road, Masterton. bbox=[298, 474, 409, 481]
listing-heading: CHRISTCHURCH bbox=[566, 86, 653, 97]
ad-title: USED CAR DEPT., bbox=[44, 664, 105, 672]
divider bbox=[287, 657, 420, 658]
listing-heading: HAVELOCK NORTH bbox=[566, 250, 667, 262]
classified-ad: On Concrete or Wood Floors. Agents: Aubrey Coulter and Co. bbox=[296, 639, 411, 652]
ad-subtitle: AERATED WATER AND CORDIAL BUSINESS. bbox=[20, 115, 129, 130]
divider bbox=[9, 187, 140, 188]
classified-ad: Used Car Dept., 115-119 Vivian Street, WELLINGTON. OPEN FRIDAY EVENINGS. bbox=[158, 654, 269, 667]
notice-date: November 22, 1926. bbox=[566, 1018, 620, 1025]
divider bbox=[287, 387, 420, 388]
classified-ad: DODGE Roadster, good order, good for many more trouble-free miles; price £100; terms arranged. E. Reynolds and Co., Ltd., Lower Tory Street. bbox=[147, 354, 280, 373]
resort-listings bbox=[566, 86, 832, 850]
listing-heading: SEATOUN bbox=[566, 701, 616, 713]
divider bbox=[427, 55, 557, 56]
listing-heading: THE SOUNDS bbox=[566, 738, 634, 750]
listing-text: BLAIR-ATHOLL PRIVATE HOTEL AND TEA ROOMS, now under new management. Ideal conditions, and guests may expect every attention. Write or call. Phone 28—237. bbox=[566, 291, 832, 305]
ad-title: HOTEL FOR SALE IN ABSENTEE ESTATE. bbox=[20, 389, 129, 404]
ad-title: WELLINGTON CITY COUNCIL. bbox=[442, 406, 542, 414]
listing-text: THE GRAND, DUNEDIN—A HOTEL DE LUXE. This popular hotel is now one of the most modern and comfortable in Australasia—£20,000 has just been expended in alterations. Accommodation of the best; and first-class cuisine. It is the very hub of the City. Tariff 20/- per day. C.T.W.A. 17/6. DUNEDIN'S LEADING HOSTEL. ARTHUR A. PAAPE, Proprietor. Telegrams: "Reputation, Dunedin." bbox=[566, 140, 832, 166]
divider bbox=[147, 483, 280, 484]
ad-title: STEEL CASTINGS. bbox=[322, 695, 385, 703]
listing-heading: ORIENTAL BAY (WELLINGTON) bbox=[566, 371, 728, 383]
divider bbox=[9, 692, 140, 693]
ad-price: RUDGE 499. PRICE £80. bbox=[181, 395, 246, 402]
notice-signature: H. S. LODGE, Secretary. bbox=[461, 224, 523, 231]
classified-ad: BUICK coupe, 6-cylinder, mechanically sound; Crossley Service Station, Sydney Street East. Price £250. bbox=[287, 83, 420, 103]
classified-ad: OUR Used Buick Cars have been thoroughly overhauled. Buy one and assure yourself against trouble during the coming holidays. Prices range from £200 to £600; terms arranged free of interest. THE N.Z. AUTOMOBILES, LTD., 31-37 Taranaki Street, Wellington. bbox=[287, 344, 420, 382]
ad-subtitle: NOTICE OF SPECIAL ORDER. bbox=[453, 416, 531, 423]
classified-ad: BUICK 1922 Light Four Tourer, excellent condition. Price £145. Motor Car Exchange, Vivian Street. bbox=[147, 261, 280, 274]
classified-ad: FORD Coupe, very little used, new equipment; an exceptional value at £115, terms. E. Reynolds and Co., Ltd., Lower Tory Street. bbox=[287, 171, 420, 191]
divider bbox=[9, 64, 140, 65]
listing-heading: NAPIER bbox=[839, 487, 878, 498]
listing-heading: NEW PLYMOUTH-PALMERSTON NORTH—VIA HAWERA AND WANGANUI DAILY bbox=[839, 409, 1062, 430]
listing-heading: WANGANUI bbox=[566, 780, 626, 792]
ad-title: FOR SALE. bbox=[56, 505, 93, 513]
ad-title: SPARKING PLUGS TO SUIT ALL CARS. bbox=[148, 488, 279, 496]
ad-signature: J. FRUDER, 64 Main Street, Pahiatua. bbox=[305, 319, 402, 326]
listing-heading: FISHING RESORTS bbox=[566, 201, 662, 213]
ad-title: COLWILL & COLWILL, CHIROPRACTORS. bbox=[731, 927, 805, 942]
ad-subtitle: PROPOSAL TO RAISE A SPECIAL LOAN UNDER THE LOCAL BODIES LOANS ACT, 1926. bbox=[427, 78, 557, 99]
star-emblem-icon bbox=[841, 46, 875, 80]
star-emblem-icon bbox=[1069, 46, 1103, 80]
classified-ad: DODGE Special Sedan, 1924 production, extras, balloon tires, disc wheels. Price £575. Motor Car Exchange, 115-119 Vivian Street. bbox=[287, 124, 420, 144]
classified-ad: WE have for Sale a 50-ton REPUBLIC TRUCK, complete with Cab and Deck. This vehicle has been well looked after, is in excellent mechanical order, and the tires are in really good condition. We can quote a very attractive price, and are prepared to discuss terms to suit buyers' convenience. Demonstrations arranged if necessary. Apply INGLIS BROS. AND CO., LTD., Cable Street, Wellington. bbox=[9, 515, 140, 572]
classified-ad: FORD 1925, self-starter, mechanically good; £85. N.Z. Autos, Ltd. bbox=[287, 107, 420, 120]
column-white-star-routes bbox=[836, 40, 1108, 1468]
listing-text: DE LUXE MOTOR SERVICE, Hudson Super Six Car. Time Table: Leave Wellington (De Luxe Booking Office, opposite Hotel Windsor), 9 a.m. and 3.30 p.m. Leave Masterton (Ryan's Office), 8 a.m. and 2.30 p.m. Booking Offices: Wellington (Rotherham's Confectionery Shop, opposite Hotel Windsor), Masterton, Sherwood's Sports Depot. 'Phones: Wellington, 45-606; Masterton, 1669. W. E. Johnson, Proprietor. bbox=[839, 654, 1105, 686]
listing-heading: ROTORUA bbox=[839, 817, 893, 829]
ad-title: BRICKS. BRICKS. bbox=[324, 662, 383, 669]
classified-ad: £1500 BUYS new Country Hotel, with 12 acres of river flats; takings £80 to £90, and will increase under good management; £3000 to £350 cash on freehold. £850 and £6 per week for Lease of Country Hotel on Main Road; takings guaranteed £60 per week, and is doing better. Great opportunity for man with small capital. SUTHERLAND AND CO., Hotel Brokers and Commission Agents, New Plymouth. bbox=[9, 323, 140, 380]
classified-ad: BELSIZE Tourer, 5-seater, well shod; in splendid order; to inspect is to buy. Crossley Service Station, Sydney Street East, Price £95. bbox=[147, 296, 280, 315]
section-heading: CHIROPRACTORS. bbox=[737, 864, 800, 872]
listing-heading: OTAKI bbox=[566, 414, 601, 426]
listing-text: BARINGTON HOUSE, Seatoun, Wellington, opposite bathing sheds. Accommodation for Country Visitors and Permanent Boarders. Fishing. Boating, Tennis Courts on the premises. Reasonable terms. Telephone 25—658. Book your rooms for the holidays. Mrs. Risks, Proprietress. bbox=[566, 713, 832, 733]
ad-title: WELLINGTON CITY COUNCIL. bbox=[580, 875, 680, 883]
column-public-notices bbox=[424, 40, 561, 1468]
classified-ad: RIVER SAND AND GRAVEL. HIGHEST Quality River Sand and Gravel now available from Hutt River at Western Crossing and Grading Plant. Prices and particulars from HADFIELD, BROS. LTD., 148 Featherston Street. "Phones, 40-500 (Plant), 45-682 42-766 (Office). bbox=[287, 971, 420, 1009]
public-notice: NOTICE IS HEREBY GIVEN that at a Special Meeting of the Wellington City Council held on THURSDAY, the 18th day of November, 1926, the following resolution was passed:— "That the Wellington City Council pursuant to the powers vested in it under the Local Bodies Loans Act, 1926, the Municipal Corporations Act, 1920, and its amendments, and the Local Government Loans Board (Relief of Unemployment) Act, 1926, and in pursuance of all other Acts and powers thereunto enabling it, doth hereby resolve by way of Special Order that a Special Loan of Twelve Thousand pounds (£12,000) to be known as "The Wellington City Unemployment Loan, 1926," be raised by the Wellington City Council for the purpose of carrying out public works for the relief of unemployment, namely, street widening and improvements in the City." bbox=[427, 422, 557, 535]
classified-ad: BUICK 6 1925 model, good order, good tires. Price £350. Motor Car Exchange, 115-119 Vivian Street. bbox=[147, 319, 280, 332]
classified-ad: FOR SALE, in prosperous town, first-class Aerated Water and Cordial Business. As sound as a bell, and will stand strictest investigation. An opportunity seldom offered. Freehold of building included; plant, motor lorry, etc. Good reasons for selling. Apply HACKSHAW, SEARLE, P.O. Box 313, Wanganui. bbox=[9, 138, 140, 182]
listing-text: CHALET TEAROOMS, Main Road, Muritai. Cold lunches, dainty morning and afternoon teas. Teas on the lawn when required. Buses stop at door. bbox=[566, 183, 832, 196]
section-heading: TENDERS. bbox=[336, 489, 371, 497]
notice-signature: E. P. NORMAN, Town Clerk. bbox=[592, 1012, 667, 1019]
classified-ad: DODGE 1923, in excellent order, any trial; £200. N.Z. Autos, Ltd. bbox=[147, 83, 280, 96]
notice-signature: E. P. NORMAN, Town Clerk. bbox=[456, 545, 528, 552]
listing-heading: SIGHT-SEEING TOURS bbox=[839, 898, 953, 910]
ad-title: WELLINGTON CITY COUNCIL. bbox=[442, 560, 542, 568]
listing-text: OTAKI SEASIDE RESORT—This well-known house offers first-class accommodation. Electric light, plenty of hot water, good table, tennis court, croquet lawn, garage, bathing. SPECIAL WINTER TARIFF. Otaki is noted for its winter climate. L. WHEATLEY, Proprietor. Phone 17, Box 35, Otaki. RANGIURU HOUSE—First-class accommodation; close to beach; well sheltered; large two-storey house; excellent cuisine, electric light, bathing and fishing.—Apply Proprietor, Box 14, Telephone 108, Otaki. bbox=[566, 426, 832, 465]
